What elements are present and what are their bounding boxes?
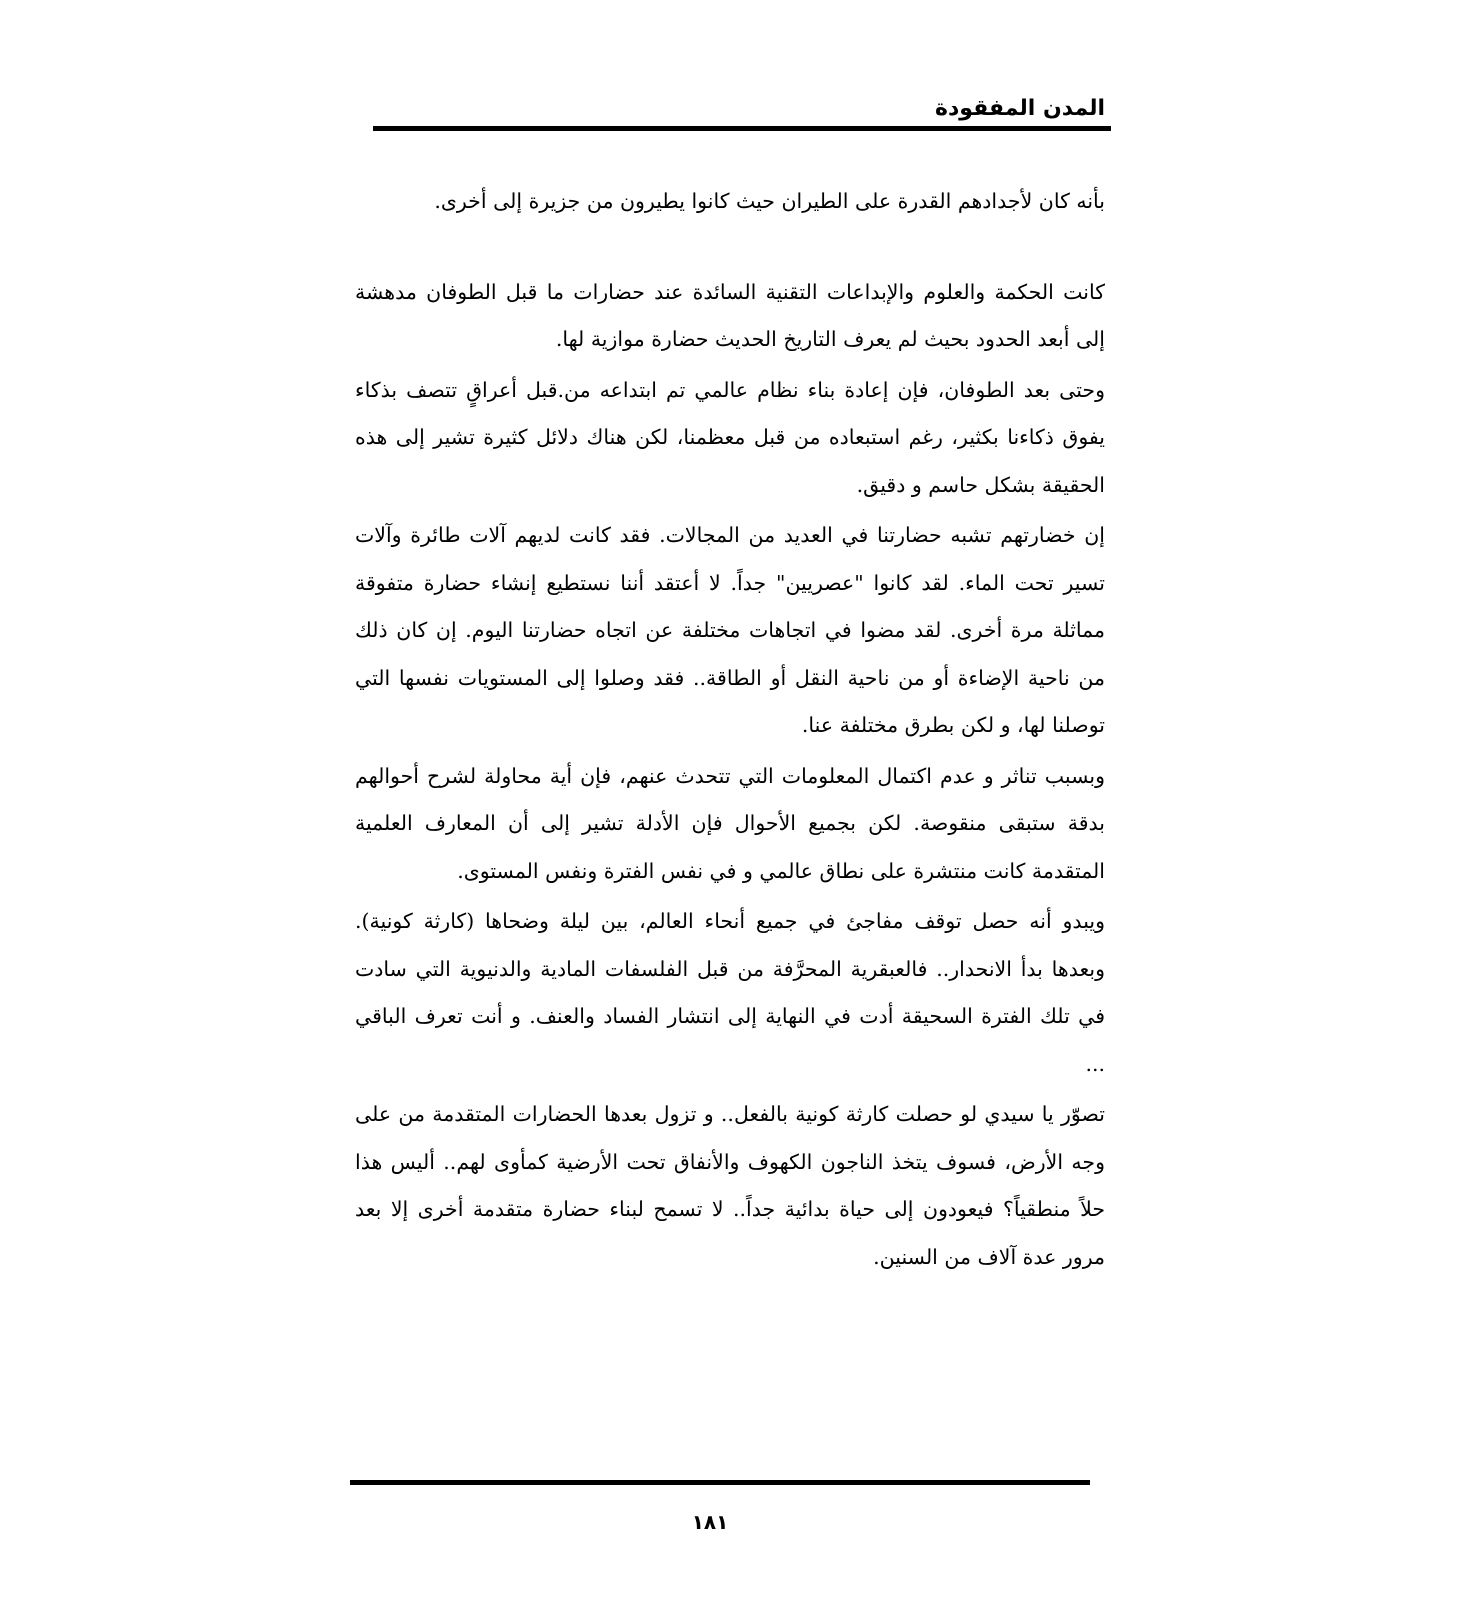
paragraph: وبسبب تناثر و عدم اكتمال المعلومات التي تتحدث عنهم، فإن أية محاولة لشرح أحوالهم بدقة ستبقى منقوصة. لكن بجميع الأحوال فإن الأدلة تشير إلى أن المعارف العلمية المتقدمة كانت منتشرة على نطاق عالمي و في نفس الفترة ونفس المستوى.	[355, 763, 1105, 883]
header-rule	[373, 126, 1111, 131]
page-number: ١٨١	[691, 1510, 729, 1534]
paragraph: كانت الحكمة والعلوم والإبداعات التقنية السائدة عند حضارات ما قبل الطوفان مدهشة إلى أبعد الحدود بحيث لم يعرف التاريخ الحديث حضارة موازية لها.	[355, 279, 1105, 351]
footer-rule	[350, 1480, 1090, 1485]
paragraph: وحتى بعد الطوفان، فإن إعادة بناء نظام عالمي تم ابتداعه من.قبل أعراقٍ تتصف بذكاء يفوق ذكاءنا بكثير، رغم استبعاده من قبل معظمنا، لكن هناك دلائل كثيرة تشير إلى هذه الحقيقة بشكل حاسم و دقيق.	[355, 377, 1105, 497]
paragraph: إن خضارتهم تشبه حضارتنا في العديد من المجالات. فقد كانت لديهم آلات طائرة وآلات تسير تحت الماء. لقد كانوا "عصريين" جداً. لا أعتقد أننا نستطيع إنشاء حضارة متفوقة مماثلة مرة أخرى. لقد مضوا في اتجاهات مختلفة عن اتجاه حضارتنا اليوم. إن كان ذلك من ناحية الإضاءة أو من ناحية النقل أو الطاقة.. فقد وصلوا إلى المستويات نفسها التي توصلنا لها، و لكن بطرق مختلفة عنا.	[355, 523, 1105, 737]
running-head-title: المدن المفقودة	[935, 96, 1105, 121]
paragraph: تصوّر يا سيدي لو حصلت كارثة كونية بالفعل.. و تزول بعدها الحضارات المتقدمة من على وجه الأرض، فسوف يتخذ الناجون الكهوف والأنفاق تحت الأرضية كمأوى لهم.. أليس هذا حلاً منطقياً؟ فيعودون إلى حياة بدائية جداً.. لا تسمح لبناء حضارة متقدمة أخرى إلا بعد مرور عدة آلاف من السنين.	[355, 1102, 1105, 1269]
paragraph: ويبدو أنه حصل توقف مفاجئ في جميع أنحاء العالم، بين ليلة وضحاها (كارثة كونية). وبعدها بدأ الانحدار.. فالعبقرية المحرَّفة من قبل الفلسفات المادية والدنيوية التي سادت في تلك الفترة السحيقة أدت في النهاية إلى انتشار الفساد والعنف. و أنت تعرف الباقي ...	[355, 909, 1105, 1076]
paragraph: بأنه كان لأجدادهم القدرة على الطيران حيث كانوا يطيرون من جزيرة إلى أخرى.	[434, 189, 1105, 213]
body-text	[355, 178, 1105, 1284]
